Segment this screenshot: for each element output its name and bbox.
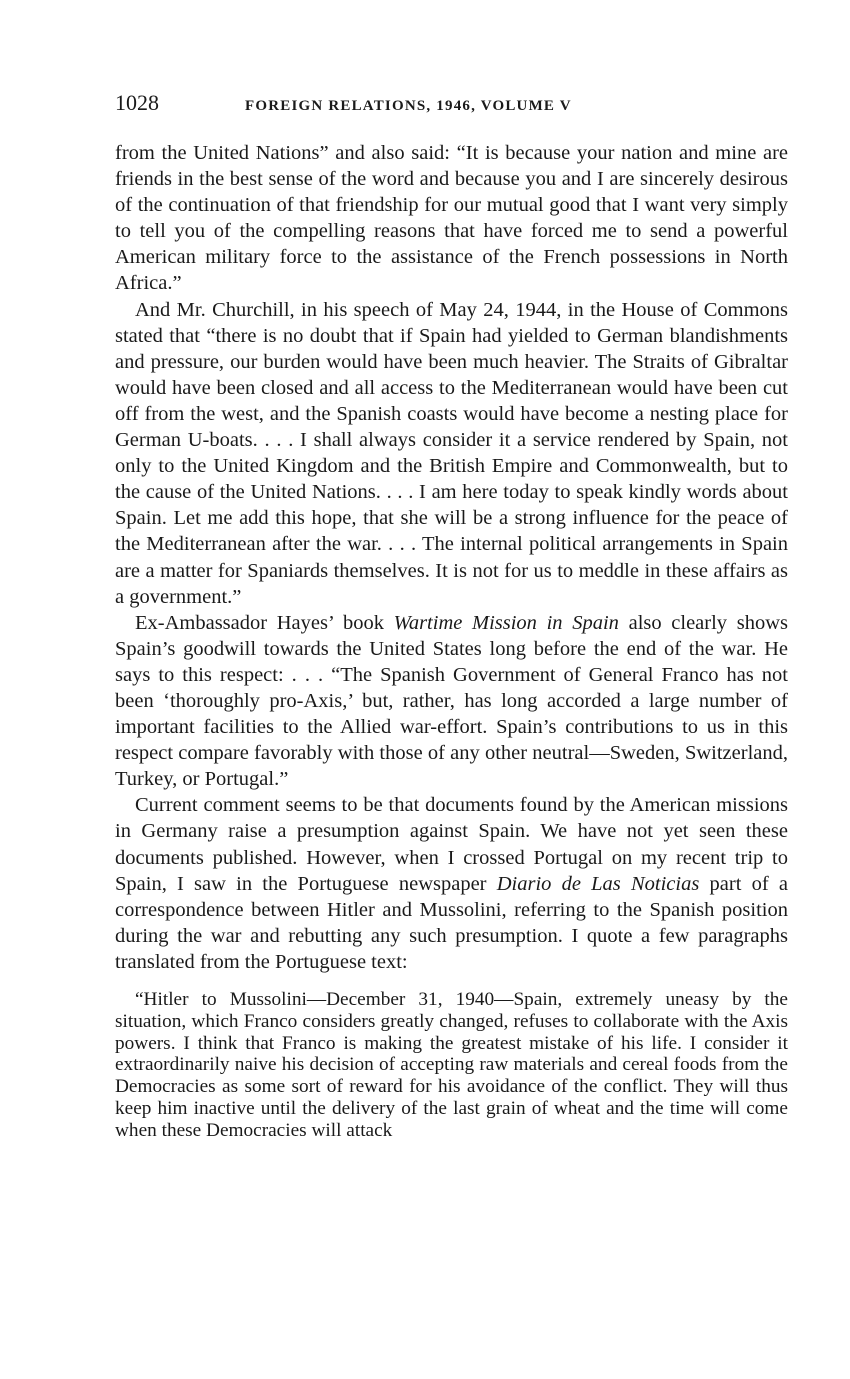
- running-head: [115, 90, 788, 126]
- paragraph-text: part of a correspondence between Hitler and Mussolini, referring to the Spanish position during the war and rebutting any such presumption. I quote a few paragraphs translated from the Portuguese text:: [115, 872, 788, 973]
- newspaper-title: Diario de Las Noticias: [496, 872, 700, 895]
- paragraph-hayes-book: [115, 610, 788, 793]
- document-page: [115, 90, 788, 1142]
- body-text: [115, 140, 788, 1142]
- paragraph-text: also clearly shows Spain’s goodwill towards the United States long before the end of the war. He says to this respect: . . . “The Spanish Government of General Franco has not been ‘thoroughly pro-Axis,’ but, rather, has long accorded a large number of important facilities to the Allied war-effort. Spain’s contributions to us in this respect compare favorably with those of any other neutral—Sweden, Switzerland, Turkey, or Portugal.”: [115, 611, 788, 791]
- page-number: 1028: [115, 90, 159, 115]
- paragraph-text: Current comment seems to be that documents found by the American missions in Germany raise a presumption against Spain. We have not yet seen these documents published. However, when I crossed Portugal on my recent trip to Spain, I saw in the Portuguese newspaper: [115, 794, 788, 895]
- paragraph-documents-comment: [115, 792, 788, 975]
- block-quote-hitler-letter: “Hitler to Mussolini—December 31, 1940—Spain, extremely uneasy by the situation, which Franco considers greatly changed, refuses to collaborate with the Axis powers. I think that Franco is making the greatest mistake of his life. I consider it extraordinarily naive his decision of accepting raw materials and cereal foods from the Democracies as some sort of reward for his avoidance of the conflict. They will thus keep him inactive until the delivery of the last grain of wheat and the time will come when these Democracies will attack: [115, 989, 788, 1141]
- paragraph-text: Ex-Ambassador Hayes’ book: [135, 611, 394, 634]
- paragraph-roosevelt-quote: from the United Nations” and also said: “It is because your nation and mine are friends in the best sense of the word and because you and I are sincerely desirous of the continuation of that friendship for our mutual good that I want very simply to tell you of the compelling reasons that have forced me to send a powerful American military force to the assistance of the French possessions in North Africa.”: [115, 142, 788, 295]
- book-title: Wartime Mission in Spain: [393, 611, 619, 634]
- paragraph-churchill-speech: And Mr. Churchill, in his speech of May 24, 1944, in the House of Commons stated that “there is no doubt that if Spain had yielded to German blandishments and pressure, our burden would have been much heavier. The Straits of Gibraltar would have been closed and all access to the Mediterranean would have been cut off from the west, and the Spanish coasts would have become a nesting place for German U-boats. . . . I shall always consider it a service rendered by Spain, not only to the United Kingdom and the British Empire and Commonwealth, but to the cause of the United Nations. . . . I am here today to speak kindly words about Spain. Let me add this hope, that she will be a strong influence for the peace of the Mediterranean after the war. . . . The internal political arrangements in Spain are a matter for Spaniards themselves. It is not for us to meddle in these affairs as a government.”: [115, 298, 788, 608]
- running-title: FOREIGN RELATIONS, 1946, VOLUME V: [245, 98, 572, 114]
